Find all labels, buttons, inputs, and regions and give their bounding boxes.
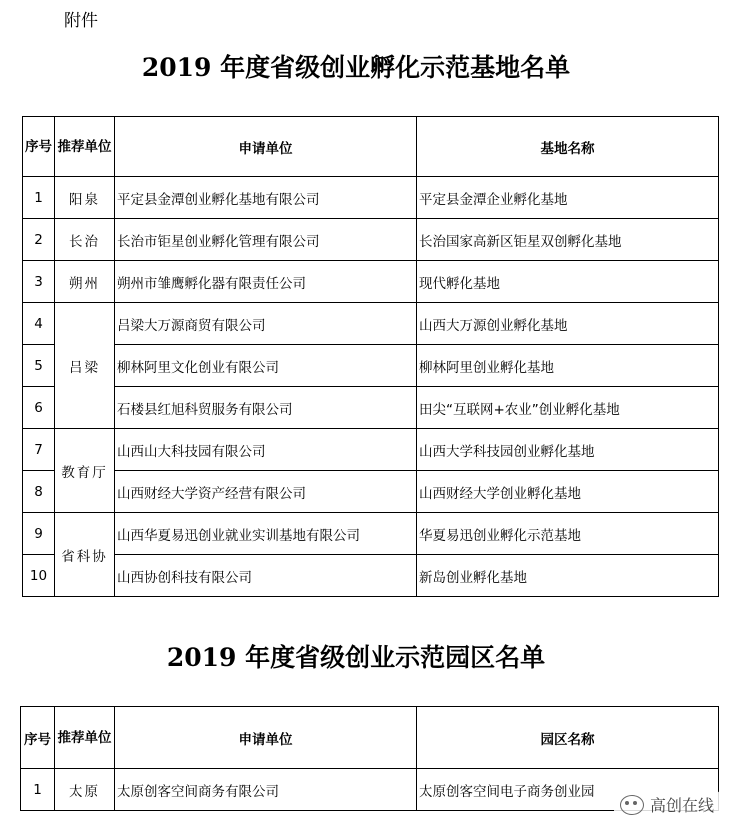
header-recommender: 推荐单位 [55,707,115,769]
cell-recommender: 吕梁 [55,303,115,429]
table-row [23,177,719,219]
cell-seq: 2 [23,219,55,261]
cell-base-name: 平定县金潭企业孵化基地 [417,177,719,219]
cell-applicant: 朔州市雏鹰孵化器有限责任公司 [115,261,417,303]
table-row [23,471,719,513]
table-row [23,555,719,597]
cell-applicant: 平定县金潭创业孵化基地有限公司 [115,177,417,219]
header-base-name: 基地名称 [417,117,719,177]
wechat-icon [620,795,644,815]
cell-recommender: 阳泉 [55,177,115,219]
cell-base-name: 华夏易迅创业孵化示范基地 [417,513,719,555]
cell-base-name: 新岛创业孵化基地 [417,555,719,597]
cell-recommender: 太原 [55,769,115,811]
header-applicant: 申请单位 [115,117,417,177]
section1-title: 2019 年度省级创业孵化示范基地名单 [141,53,571,82]
header-seq: 序号 [21,707,55,769]
cell-applicant: 石楼县红旭科贸服务有限公司 [115,387,417,429]
cell-recommender: 教育厅 [55,429,115,513]
header-seq: 序号 [23,117,55,177]
cell-recommender: 省科协 [55,513,115,597]
cell-recommender: 朔州 [55,261,115,303]
cell-base-name: 山西大万源创业孵化基地 [417,303,719,345]
cell-base-name: 山西财经大学创业孵化基地 [417,471,719,513]
cell-seq: 10 [23,555,55,597]
cell-seq: 7 [23,429,55,471]
table-row [23,219,719,261]
cell-applicant: 柳林阿里文化创业有限公司 [115,345,417,387]
cell-seq: 6 [23,387,55,429]
cell-seq: 3 [23,261,55,303]
table-row [23,261,719,303]
table-row [23,345,719,387]
section2-title: 2019 年度省级创业示范园区名单 [166,643,546,672]
cell-applicant: 山西华夏易迅创业就业实训基地有限公司 [115,513,417,555]
cell-seq: 9 [23,513,55,555]
header-applicant: 申请单位 [115,707,417,769]
watermark [614,791,720,818]
table-row [23,513,719,555]
table-header-row [23,117,719,177]
cell-base-name: 柳林阿里创业孵化基地 [417,345,719,387]
cell-base-name: 田尖“互联网+农业”创业孵化基地 [417,387,719,429]
table-header-row [21,707,719,769]
cell-applicant: 吕梁大万源商贸有限公司 [115,303,417,345]
attachment-label: 附件 [64,11,98,31]
cell-base-name: 山西大学科技园创业孵化基地 [417,429,719,471]
table-row [23,303,719,345]
cell-seq: 5 [23,345,55,387]
cell-seq: 1 [23,177,55,219]
cell-applicant: 太原创客空间商务有限公司 [115,769,417,811]
cell-applicant: 山西协创科技有限公司 [115,555,417,597]
cell-seq: 4 [23,303,55,345]
cell-applicant: 山西财经大学资产经营有限公司 [115,471,417,513]
cell-park-name: 太原创客空间电子商务创业园 [417,769,719,811]
cell-applicant: 山西山大科技园有限公司 [115,429,417,471]
header-park-name: 园区名称 [417,707,719,769]
watermark-text: 高创在线 [649,796,714,815]
cell-recommender: 长治 [55,219,115,261]
cell-base-name: 长治国家高新区钜星双创孵化基地 [417,219,719,261]
cell-applicant: 长治市钜星创业孵化管理有限公司 [115,219,417,261]
incubation-base-table [22,116,719,597]
table-row [23,387,719,429]
cell-base-name: 现代孵化基地 [417,261,719,303]
cell-seq: 8 [23,471,55,513]
table-row [23,429,719,471]
cell-seq: 1 [21,769,55,811]
header-recommender: 推荐单位 [55,117,115,177]
